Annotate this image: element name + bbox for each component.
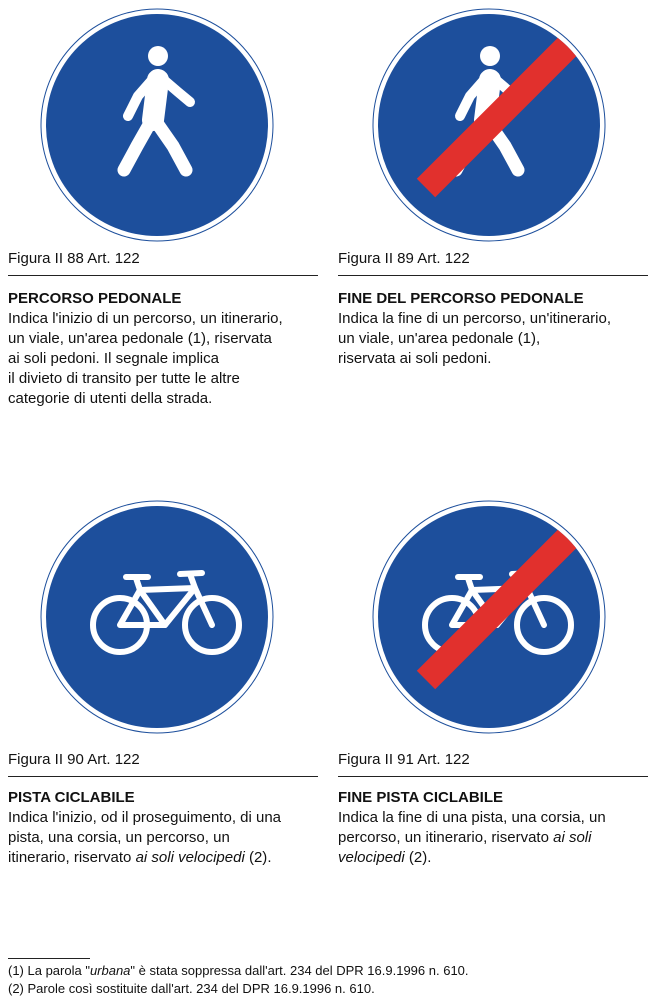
italic-phrase: ai soli [553, 829, 592, 846]
end-pedestrian-sign-icon [372, 8, 606, 242]
italic-phrase: ai soli velocipedi [135, 849, 245, 866]
footnote-2: (2) Parole così sostituite dall'art. 234 del DPR 16.9.1996 n. 610. [8, 981, 375, 996]
italic-word: urbana [89, 963, 131, 978]
description-line: categorie di utenti della strada. [8, 390, 213, 407]
description-line: Indica la fine di una pista, una corsia, un [338, 809, 606, 826]
divider [8, 275, 318, 276]
divider [8, 776, 318, 777]
divider [338, 275, 648, 276]
figure-description [8, 788, 281, 868]
footnote-ref: (2) [408, 849, 428, 866]
figure-label: Figura II 90 Art. 122 [8, 751, 140, 768]
figure-title: FINE DEL PERCORSO PEDONALE [338, 290, 584, 307]
description-line: ai soli pedoni. Il segnale implica [8, 350, 219, 367]
description-line: Indica l'inizio di un percorso, un itinerario, [8, 310, 283, 327]
description-line: Indica la fine di un percorso, un'itinerario, [338, 310, 612, 327]
footnote-ref: (1) [187, 330, 207, 347]
figure-title: PISTA CICLABILE [8, 789, 135, 806]
description-line: il divieto di transito per tutte le altre [8, 370, 240, 387]
description-line: pista, una corsia, un percorso, un [8, 829, 230, 846]
description-line: un viale, un'area pedonale (1), riservata [8, 330, 272, 347]
description-line: velocipedi (2). [338, 849, 432, 866]
footnote-1: (1) La parola "urbana" è stata soppressa dall'art. 234 del DPR 16.9.1996 n. 610. [8, 963, 469, 978]
italic-phrase: velocipedi [338, 849, 405, 866]
description-line: percorso, un itinerario, riservato ai soli [338, 829, 592, 846]
end-bicycle-sign-icon [372, 500, 606, 734]
footnote-ref: (2) [248, 849, 268, 866]
figure-label: Figura II 88 Art. 122 [8, 250, 140, 267]
figure-description [338, 289, 611, 369]
description-line: Indica l'inizio, od il proseguimento, di una [8, 809, 282, 826]
figure-description [8, 289, 283, 409]
footnote-divider [8, 958, 90, 959]
bicycle-sign-icon [40, 500, 274, 734]
description-line: riservata ai soli pedoni. [338, 350, 492, 367]
description-line: un viale, un'area pedonale (1), [338, 330, 541, 347]
figure-label: Figura II 89 Art. 122 [338, 250, 470, 267]
figure-title: FINE PISTA CICLABILE [338, 789, 503, 806]
description-line: itinerario, riservato ai soli velocipedi (2). [8, 849, 272, 866]
figure-description [338, 788, 606, 868]
figure-label: Figura II 91 Art. 122 [338, 751, 470, 768]
figure-title: PERCORSO PEDONALE [8, 290, 182, 307]
pedestrian-sign-icon [40, 8, 274, 242]
footnote-ref: (1) [517, 330, 537, 347]
divider [338, 776, 648, 777]
